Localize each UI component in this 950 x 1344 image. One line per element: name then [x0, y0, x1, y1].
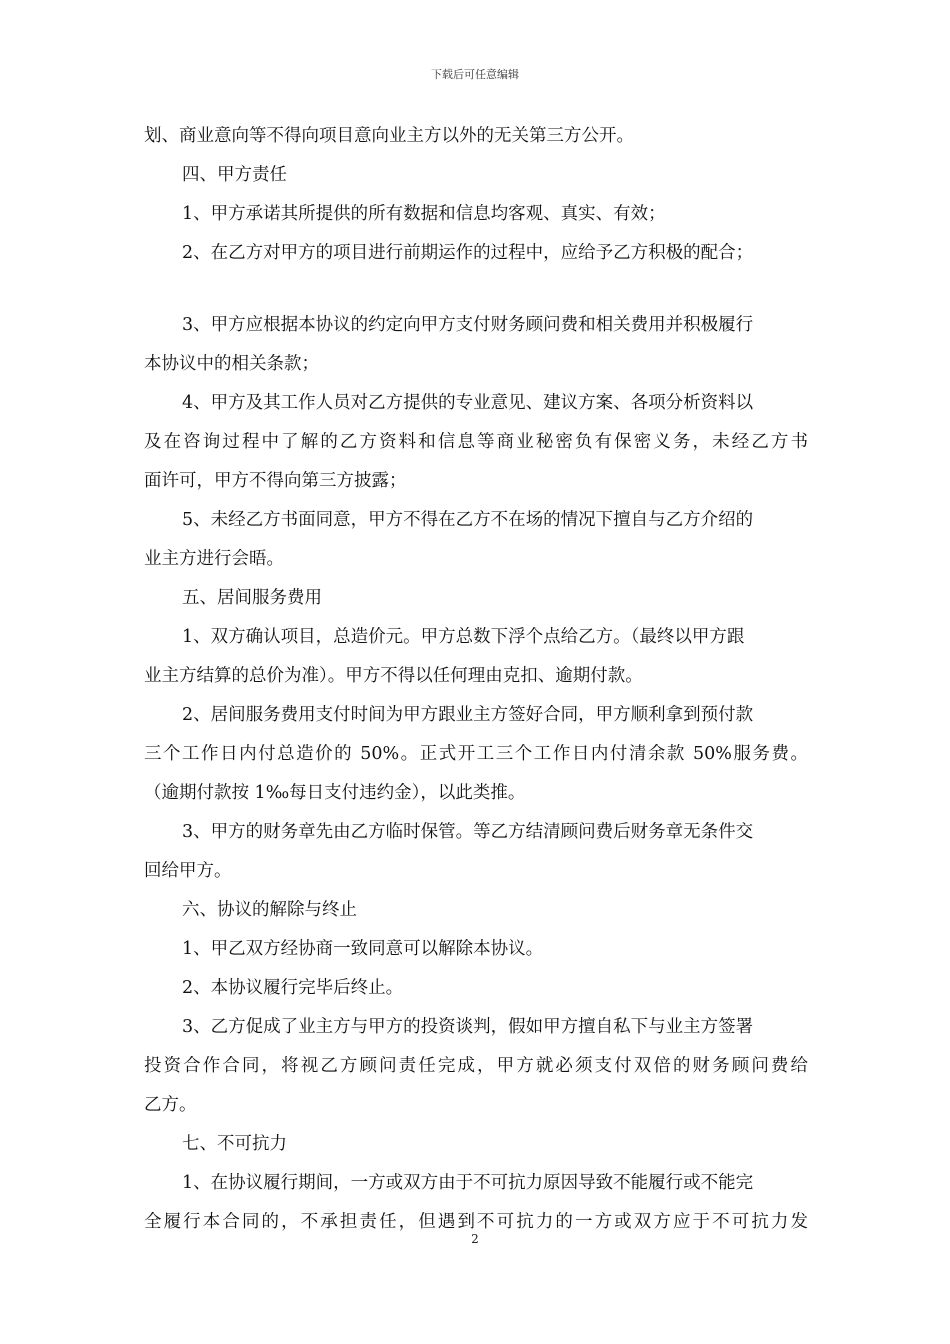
paragraph-line: 4、甲方及其工作人员对乙方提供的专业意见、建议方案、各项分析资料以	[182, 393, 754, 413]
paragraph-line: 三个工作日内付总造价的 50%。正式开工三个工作日内付清余款 50%服务费。	[144, 744, 808, 764]
paragraph-line: 四、甲方责任	[182, 165, 287, 185]
paragraph-line: 3、甲方应根据本协议的约定向甲方支付财务顾问费和相关费用并积极履行	[182, 315, 754, 335]
paragraph-line: 乙方。	[144, 1095, 197, 1115]
paragraph-line: 划、商业意向等不得向项目意向业主方以外的无关第三方公开。	[144, 126, 634, 146]
paragraph-line: 全履行本合同的，不承担责任，但遇到不可抗力的一方或双方应于不可抗力发	[144, 1212, 808, 1232]
paragraph-line: 1、甲乙双方经协商一致同意可以解除本协议。	[182, 939, 544, 959]
paragraph-line: 本协议中的相关条款；	[144, 354, 319, 374]
page-header: 下载后可任意编辑	[431, 68, 519, 81]
paragraph-line: 2、居间服务费用支付时间为甲方跟业主方签好合同，甲方顺利拿到预付款	[182, 705, 754, 725]
paragraph-line: 业主方进行会晤。	[144, 549, 284, 569]
paragraph-line: 2、在乙方对甲方的项目进行前期运作的过程中，应给予乙方积极的配合；	[182, 243, 754, 263]
paragraph-line: 2、本协议履行完毕后终止。	[182, 978, 404, 998]
paragraph-line: 1、在协议履行期间，一方或双方由于不可抗力原因导致不能履行或不能完	[182, 1173, 754, 1193]
paragraph-line: （逾期付款按 1‰每日支付违约金），以此类推。	[144, 783, 526, 803]
paragraph-line: 1、甲方承诺其所提供的所有数据和信息均客观、真实、有效；	[182, 204, 666, 224]
paragraph-line: 面许可，甲方不得向第三方披露；	[144, 471, 407, 491]
paragraph-line: 5、未经乙方书面同意，甲方不得在乙方不在场的情况下擅自与乙方介绍的	[182, 510, 754, 530]
paragraph-line: 七、不可抗力	[182, 1134, 287, 1154]
paragraph-line: 投资合作合同，将视乙方顾问责任完成，甲方就必须支付双倍的财务顾问费给	[144, 1056, 808, 1076]
paragraph-line: 及在咨询过程中了解的乙方资料和信息等商业秘密负有保密义务，未经乙方书	[144, 432, 808, 452]
paragraph-line: 3、乙方促成了业主方与甲方的投资谈判，假如甲方擅自私下与业主方签署	[182, 1017, 754, 1037]
paragraph-line: 回给甲方。	[144, 861, 232, 881]
paragraph-line: 五、居间服务费用	[182, 588, 322, 608]
paragraph-line: 3、甲方的财务章先由乙方临时保管。等乙方结清顾问费后财务章无条件交	[182, 822, 754, 842]
paragraph-line: 六、协议的解除与终止	[182, 900, 357, 920]
paragraph-line: 业主方结算的总价为准）。甲方不得以任何理由克扣、逾期付款。	[144, 666, 643, 686]
paragraph-line: 1、双方确认项目，总造价元。甲方总数下浮个点给乙方。（最终以甲方跟	[182, 627, 745, 647]
page-number: 2	[471, 1232, 479, 1246]
